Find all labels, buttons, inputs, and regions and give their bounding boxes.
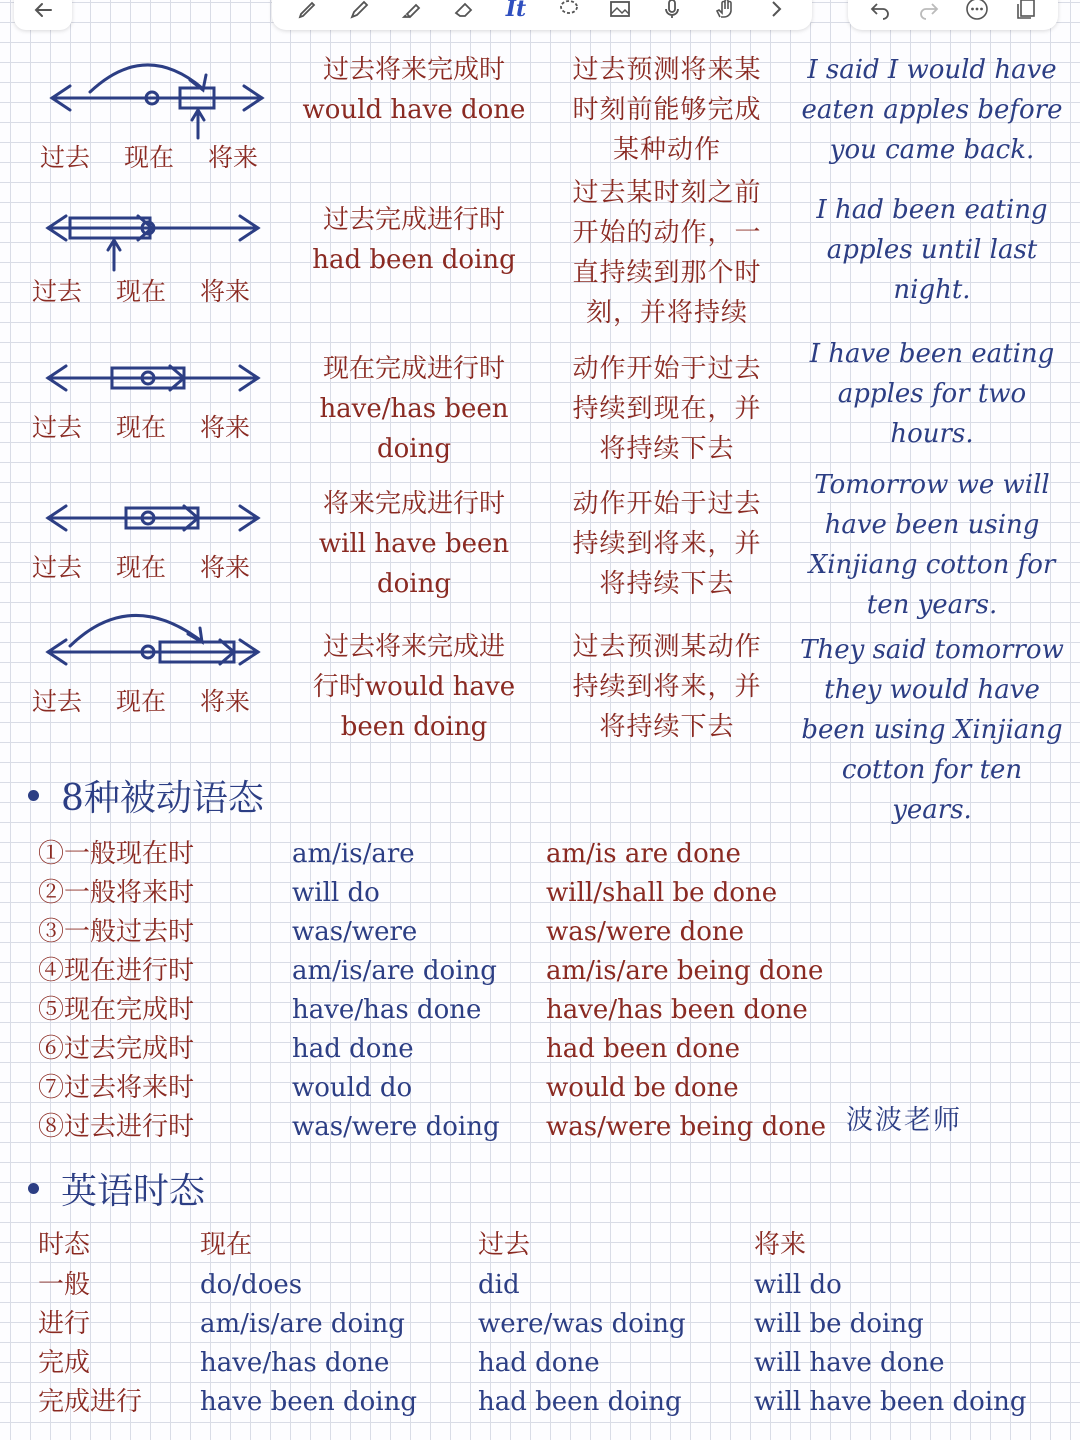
tense-desc-4 (554, 484, 780, 604)
tense-example-1 (796, 50, 1068, 170)
passive-passive-form: am/is/are being done (546, 956, 824, 986)
tense-example-line: I had been eating (816, 195, 1048, 225)
tense-desc-line: 动作开始于过去 (572, 354, 762, 384)
tense-example-line: eaten apples before (801, 95, 1063, 125)
passive-active-form: am/is/are (292, 839, 415, 869)
tense-name-4 (298, 484, 530, 604)
tense-example-line: hours. (890, 419, 974, 449)
passive-active-form: was/were doing (292, 1112, 500, 1142)
passive-passive-form: will/shall be done (546, 878, 778, 908)
redo-icon[interactable] (915, 0, 943, 23)
tense-name-1 (298, 50, 530, 130)
hand-icon[interactable] (710, 0, 738, 23)
tense-name-line: 过去完成进行时 (322, 205, 505, 235)
tense-desc-line: 过去某时刻之前 (572, 178, 762, 208)
tense-example-3 (796, 334, 1068, 454)
tense-example-4 (796, 465, 1068, 625)
tense-desc-line: 将持续下去 (599, 569, 735, 599)
bullet-icon (28, 790, 39, 801)
passive-tense-name: ①一般现在时 (38, 839, 195, 869)
timeline-diagram-2 (30, 200, 280, 310)
tense-desc-line: 过去预测某动作 (572, 632, 762, 662)
passive-active-form: have/has done (292, 995, 482, 1025)
tenses-cell: had been doing (478, 1387, 682, 1417)
passive-tense-name: ⑥过去完成时 (38, 1034, 195, 1064)
pen-icon[interactable] (294, 0, 322, 23)
tense-desc-line: 将持续下去 (599, 712, 735, 742)
tense-desc-line: 持续到将来，并 (572, 529, 762, 559)
tense-name-2 (298, 200, 530, 280)
tense-desc-line: 开始的动作，一 (572, 218, 762, 248)
tenses-heading (28, 1163, 205, 1214)
tenses-cell: have been doing (200, 1387, 418, 1417)
tenses-cell: 进行 (38, 1309, 91, 1339)
passive-tense-name: ⑦过去将来时 (38, 1073, 195, 1103)
timeline-label-past: 过去 (32, 277, 83, 306)
tenses-cell: 完成进行 (38, 1387, 143, 1417)
tense-desc-line: 某种动作 (612, 135, 721, 165)
tense-name-line: been doing (340, 712, 488, 742)
tense-name-line: doing (376, 434, 451, 464)
passive-heading (28, 770, 264, 821)
passive-passive-form: am/is are done (546, 839, 741, 869)
page-actions-toolbar (848, 0, 1058, 30)
passive-active-form: would do (292, 1073, 413, 1103)
tense-example-line: years. (892, 795, 972, 825)
timeline-label-present: 现在 (124, 143, 175, 172)
tense-desc-line: 过去预测将来某 (572, 55, 762, 85)
timeline-diagram-4 (30, 490, 280, 590)
pages-icon[interactable] (1012, 0, 1040, 23)
tenses-cell: 完成 (38, 1348, 91, 1378)
tenses-cell: will have been doing (754, 1387, 1027, 1417)
timeline-label-present: 现在 (116, 687, 167, 716)
image-icon[interactable] (606, 0, 634, 23)
tense-example-line: cotton for ten (841, 755, 1023, 785)
tense-example-line: ten years. (866, 590, 998, 620)
tense-example-line: have been using (824, 510, 1040, 540)
tenses-cell: were/was doing (478, 1309, 686, 1339)
drawing-toolbar (272, 0, 812, 30)
tense-name-3 (298, 349, 530, 469)
timeline-label-future: 将来 (200, 277, 251, 306)
tense-name-line: would have done (302, 95, 526, 125)
pencil-icon[interactable] (346, 0, 374, 23)
passive-passive-form: would be done (546, 1073, 739, 1103)
tense-name-line: 现在完成进行时 (322, 354, 505, 384)
tense-desc-line: 持续到现在，并 (572, 394, 762, 424)
tense-example-line: apples for two (837, 379, 1027, 409)
tense-name-line: have/has been (319, 394, 509, 424)
tenses-heading-text: 英语时态 (61, 1171, 206, 1212)
passive-passive-form: was/were done (546, 917, 745, 947)
lasso-icon[interactable] (554, 0, 582, 23)
tense-example-line: Xinjiang cotton for (808, 550, 1056, 580)
timeline-label-past: 过去 (32, 413, 83, 442)
tense-name-5 (298, 627, 530, 747)
passive-active-form: was/were (292, 917, 418, 947)
tenses-cell: am/is/are doing (200, 1309, 405, 1339)
tense-name-line: had been doing (312, 245, 516, 275)
tense-desc-3 (554, 349, 780, 469)
tense-example-line: I said I would have (807, 55, 1057, 85)
timeline-label-future: 将来 (200, 687, 251, 716)
tense-name-line: doing (376, 569, 451, 599)
tenses-cell: will have done (754, 1348, 945, 1378)
tenses-cell: will do (754, 1270, 842, 1300)
tense-desc-5 (554, 627, 780, 747)
tense-desc-line: 时刻前能够完成 (572, 95, 762, 125)
tense-desc-line: 持续到将来，并 (572, 672, 762, 702)
tense-desc-2 (554, 173, 780, 333)
tenses-cell: did (478, 1270, 520, 1300)
timeline-label-present: 现在 (116, 553, 167, 582)
tense-example-2 (796, 190, 1068, 310)
tense-example-line: Tomorrow we will (814, 470, 1050, 500)
tense-desc-line: 动作开始于过去 (572, 489, 762, 519)
bullet-icon (28, 1183, 39, 1194)
tense-example-line: I have been eating (809, 339, 1055, 369)
text-tool-icon[interactable]: It (505, 0, 527, 22)
timeline-label-future: 将来 (208, 143, 259, 172)
tenses-header-cell: 过去 (478, 1230, 531, 1260)
tense-example-5 (796, 630, 1068, 830)
author-signature: 波波老师 (846, 1105, 962, 1136)
tenses-cell: have/has done (200, 1348, 390, 1378)
passive-heading-text: 8种被动语态 (61, 778, 264, 819)
passive-passive-form: have/has been done (546, 995, 808, 1025)
tenses-header-cell: 将来 (754, 1230, 807, 1260)
tense-desc-line: 刻，并将持续 (585, 298, 748, 328)
timeline-diagram-3 (30, 350, 280, 450)
timeline-label-past: 过去 (32, 687, 83, 716)
passive-tense-name: ②一般将来时 (38, 878, 195, 908)
tenses-cell: had done (478, 1348, 600, 1378)
timeline-label-past: 过去 (32, 553, 83, 582)
timeline-diagram-5 (30, 600, 280, 725)
passive-active-form: will do (292, 878, 380, 908)
tense-name-line: 过去将来完成进 (322, 632, 505, 662)
passive-tense-name: ③一般过去时 (38, 917, 195, 947)
tenses-cell: will be doing (754, 1309, 924, 1339)
passive-tense-name: ④现在进行时 (38, 956, 195, 986)
arrow-left-icon (29, 0, 57, 24)
passive-passive-form: was/were being done (546, 1112, 827, 1142)
passive-passive-form: had been done (546, 1034, 741, 1064)
tense-desc-line: 将持续下去 (599, 434, 735, 464)
tense-name-line: will have been (318, 529, 510, 559)
timeline-label-future: 将来 (200, 553, 251, 582)
passive-active-form: am/is/are doing (292, 956, 497, 986)
timeline-label-present: 现在 (116, 277, 167, 306)
tenses-header-cell: 时态 (38, 1230, 91, 1260)
tenses-cell: do/does (200, 1270, 303, 1300)
passive-tense-name: ⑤现在完成时 (38, 995, 195, 1025)
timeline-label-past: 过去 (40, 143, 91, 172)
timeline-label-future: 将来 (200, 413, 251, 442)
passive-tense-name: ⑧过去进行时 (38, 1112, 195, 1142)
tense-desc-line: 直持续到那个时 (572, 258, 762, 288)
tense-example-line: night. (893, 275, 971, 305)
tense-name-line: 过去将来完成时 (322, 55, 505, 85)
tense-example-line: they would have (824, 675, 1040, 705)
tenses-cell: 一般 (38, 1270, 91, 1300)
back-button[interactable] (14, 0, 72, 30)
chevron-right-icon[interactable] (762, 0, 790, 23)
timeline-diagram-1 (30, 50, 280, 175)
tense-example-line: apples until last (826, 235, 1038, 265)
tense-name-line: 将来完成进行时 (322, 489, 505, 519)
passive-active-form: had done (292, 1034, 414, 1064)
tense-example-line: They said tomorrow (800, 635, 1064, 665)
more-icon[interactable] (963, 0, 991, 23)
tense-example-line: been using Xinjiang (801, 715, 1063, 745)
undo-icon[interactable] (866, 0, 894, 23)
eraser-icon[interactable] (450, 0, 478, 23)
highlighter-icon[interactable] (398, 0, 426, 23)
tense-name-line: 行时would have (312, 672, 516, 702)
tense-example-line: you came back. (829, 135, 1035, 165)
mic-icon[interactable] (658, 0, 686, 23)
tense-desc-1 (554, 50, 780, 170)
tenses-header-cell: 现在 (200, 1230, 253, 1260)
timeline-label-present: 现在 (116, 413, 167, 442)
